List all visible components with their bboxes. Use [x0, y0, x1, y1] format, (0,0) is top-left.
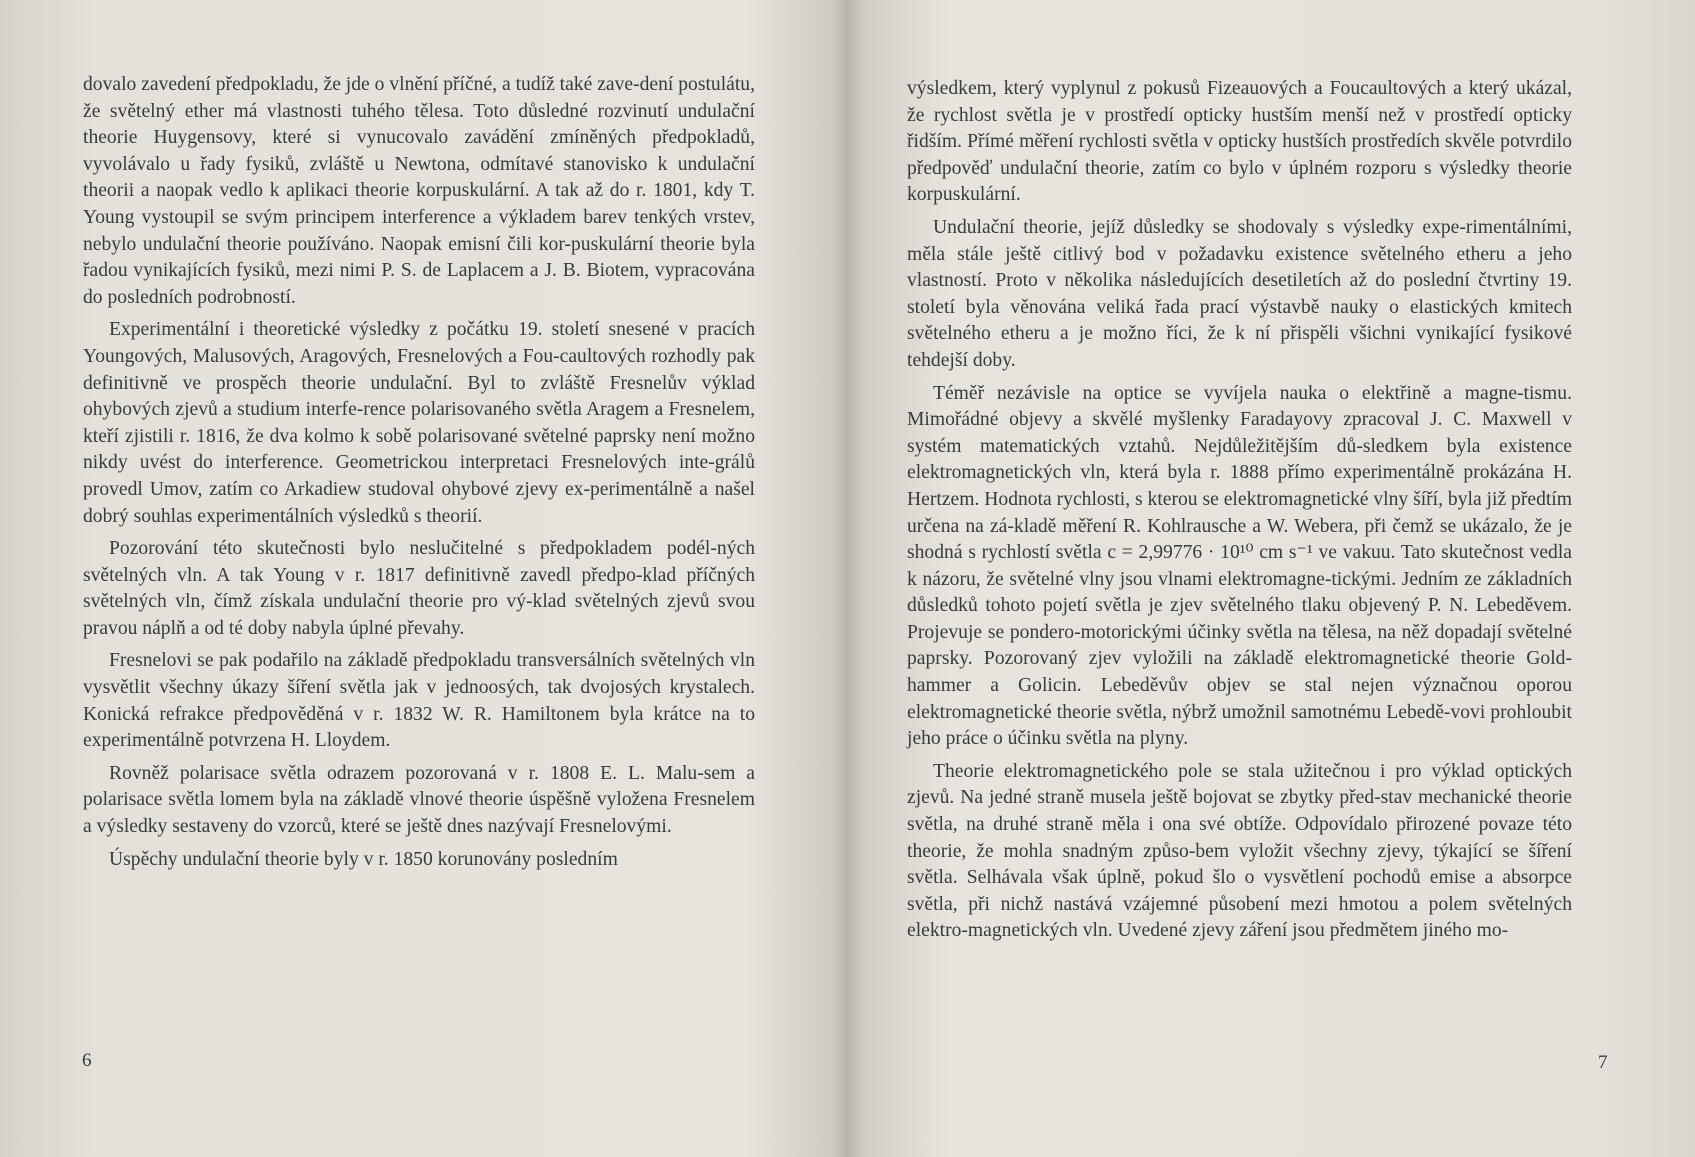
paragraph: Experimentální i theoretické výsledky z počátku 19. století snesené v pracích Youngových, Malusových, Aragových, Fresnelových a Fou-caultových rozhodly pak definitivně ve prospěch theorie undulační. Byl to zvláště Fresnelův výklad ohybových zjevů a studium interfe-rence polarisovaného světla Aragem a Fresnelem, kteří zjistili r. 1816, že dva kolmo k sobě polarisované světelné paprsky není možno nikdy uvést do interference. Geometrickou interpretaci Fresnelových inte-grálů provedl Umov, zatím co Arkadiew studoval ohybové zjevy ex-perimentálně a našel dobrý souhlas experimentálních výsledků s theorií. — [83, 319, 755, 527]
left-page-text — [83, 72, 755, 879]
page-number-right: 7 — [1598, 1052, 1608, 1073]
paragraph: Úspěchy undulační theorie byly v r. 1850 korunovány posledním — [109, 848, 618, 870]
paragraph: Téměř nezávisle na optice se vyvíjela nauka o elektřině a magne-tismu. Mimořádné objevy a skvělé myšlenky Faradayovy zpracoval J. C. Maxwell v systém matematických vztahů. Nejdůležitějším dů-sledkem byla existence elektromagnetických vln, která byla r. 1888 přímo experimentálně prokázána H. Hertzem. Hodnota rychlosti, s kterou se elektromagnetické vlny šíří, byla již předtím určena na zá-kladě měření R. Kohlrausche a W. Webera, při čemž se ukázalo, že je shodná s rychlostí světla c = 2,99776 · 10¹⁰ cm s⁻¹ ve vakuu. Tato skutečnost vedla k názoru, že světelné vlny jsou vlnami elektromagne-tickými. Jedním ze základních důsledků tohoto pojetí světla je zjev světelného tlaku objevený P. N. Lebeděvem. Projevuje se pondero-motorickými účinky světla na tělesa, na něž dopadají světelné paprsky. Pozorovaný zjev vyložili na základě elektromagnetické theorie Gold-hammer a Golicin. Lebeděvův objev se stal nejen význačnou oporou elektromagnetické theorie světla, nýbrž umožnil samotnému Lebedě-vovi prohloubit jeho práce o účinku světla na plyny. — [907, 382, 1572, 750]
paragraph: Fresnelovi se pak podařilo na základě předpokladu transversálních světelných vln vysvětlit všechny úkazy šíření světla jak v jednoosých, tak dvojosých krystalech. Konická refrakce předpověděná v r. 1832 W. R. Hamiltonem byla krátce na to experimentálně potvrzena H. Lloydem. — [83, 650, 755, 752]
paragraph: Undulační theorie, jejíž důsledky se shodovaly s výsledky expe-rimentálními, měla stále ještě citlivý bod v požadavku existence světelného etheru a jeho vlastností. Proto v několika následujících desetiletích až do poslední čtvrtiny 19. století byla věnována veliká řada prací výstavbě nauky o elastických kmitech světelného etheru a je možno říci, že k ní přispěli všichni vynikající fysikové tehdejší doby. — [907, 216, 1572, 371]
page-number-left: 6 — [82, 1050, 92, 1071]
right-page — [855, 0, 1695, 1157]
right-page-text — [907, 76, 1572, 951]
paragraph: Pozorování této skutečnosti bylo neslučitelné s předpokladem podél-ných světelných vln. A tak Young v r. 1817 definitivně zavedl předpo-klad příčných světelných vln, čímž získala undulační theorie pro vý-klad světelných zjevů svou pravou náplň a od té doby nabyla úplné převahy. — [83, 538, 755, 639]
paragraph: dovalo zavedení předpokladu, že jde o vlnění příčné, a tudíž také zave-dení postulátu, že světelný ether má vlastnosti tuhého tělesa. Toto důsledné rozvinutí undulační theorie Huygensovy, které si vynucovalo zavádění zmíněných předpokladů, vyvolávalo u řady fysiků, zvláště u Newtona, odmítavé stanovisko k undulační theorii a naopak vedlo k aplikaci theorie korpuskulární. A tak až do r. 1801, kdy T. Young vystoupil se svým principem interference a výkladem barev tenkých vrstev, nebylo undulační theorie používáno. Naopak emisní čili kor-puskulární theorie byla řadou vynikajících fysiků, mezi nimi P. S. de Laplacem a J. B. Biotem, vypracována do posledních podrobností. — [83, 74, 755, 308]
paragraph: Rovněž polarisace světla odrazem pozorovaná v r. 1808 E. L. Malu-sem a polarisace světla lomem byla na základě vlnové theorie úspěšně vyložena Fresnelem a výsledky sestaveny do vzorců, které se ještě dnes nazývají Fresnelovými. — [83, 762, 755, 838]
paragraph: výsledkem, který vyplynul z pokusů Fizeauových a Foucaultových a který ukázal, že rychlost světla je v prostředí opticky hustším menší než v prostředí opticky řidším. Přímé měření rychlosti světla v opticky hustších prostředích skvěle potvrdilo předpověď undulační theorie, zatím co bylo v úplném rozporu s výsledky theorie korpuskulární. — [907, 78, 1572, 206]
left-page — [0, 0, 840, 1157]
paragraph: Theorie elektromagnetického pole se stala užitečnou i pro výklad optických zjevů. Na jedné straně musela ještě bojovat se zbytky před-stav mechanické theorie světla, na druhé straně měla i ona své obtíže. Odpovídalo přirozené povaze této theorie, že mohla snadným způso-bem vyložit všechny zjevy, týkající se šíření světla. Selhávala však úplně, pokud šlo o vysvětlení pochodů emise a absorpce světla, při nichž nastává vzájemné působení mezi hmotou a polem světelných elektro-magnetických vln. Uvedené zjevy záření jsou předmětem jiného mo- — [907, 760, 1572, 942]
